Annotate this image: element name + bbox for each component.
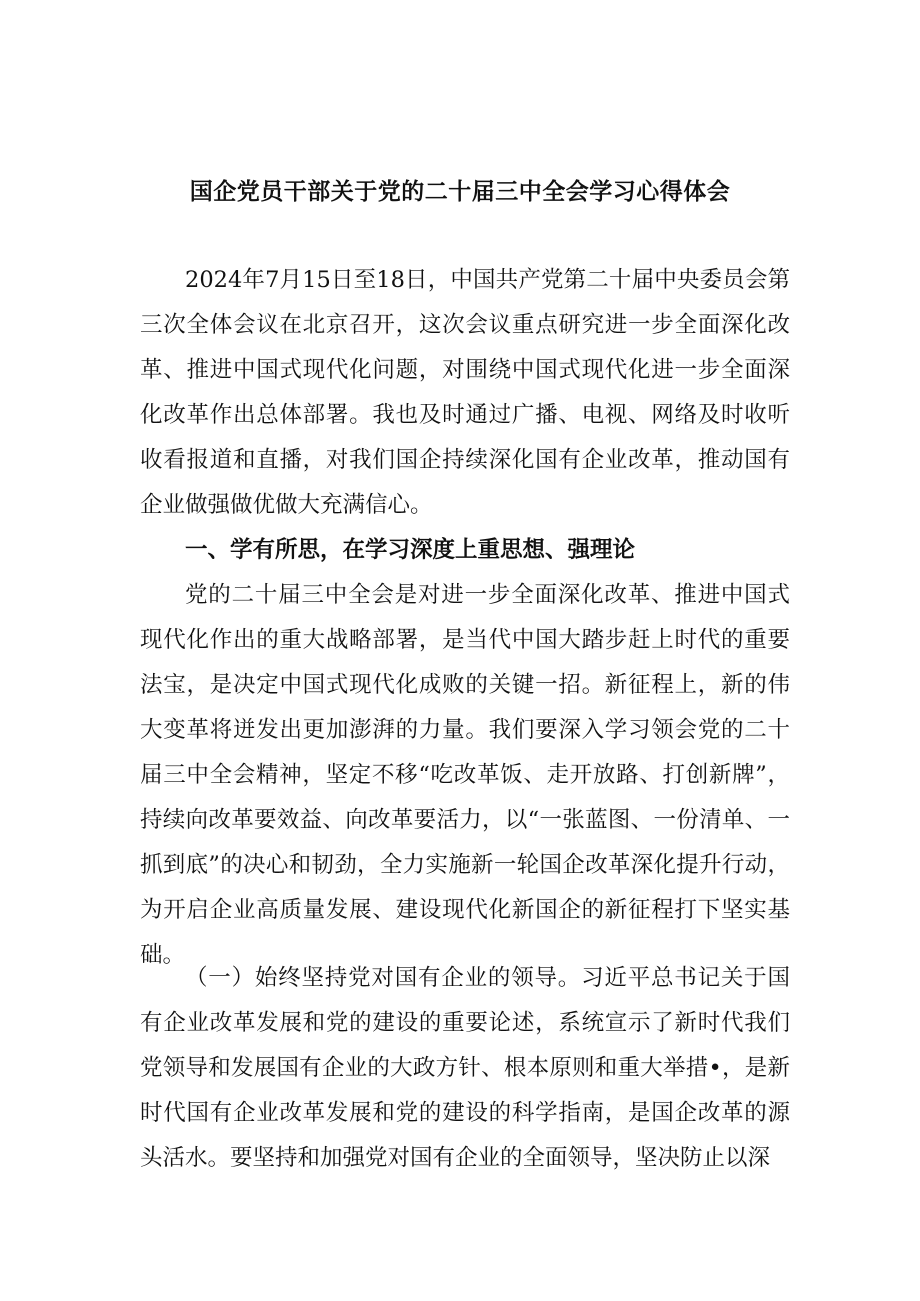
intro-paragraph: 2024年7月15日至18日，中国共产党第二十届中央委员会第三次全体会议在北京召开，这次会议重点研究进一步全面深化改革、推进中国式现代化问题，对围绕中国式现代化进一步全面深化改革作出总体部署。我也及时通过广播、电视、网络及时收听收看报道和直播，对我们国企持续深化国有企业改革，推动国有企业做强做优做大充满信心。 [140,267,790,518]
subsection-paragraph: （一）始终坚持党对国有企业的领导。习近平总书记关于国有企业改革发展和党的建设的重要论述，系统宣示了新时代我们党领导和发展国有企业的大政方针、根本原则和重大举措•，是新时代国有企业改革发展和党的建设的科学指南，是国企改革的源头活水。要坚持和加强党对国有企业的全面领导，坚决防止以深 [140,965,790,1171]
section-heading: 一、学有所思，在学习深度上重思想、强理论 [185,537,636,563]
section-paragraph: 党的二十届三中全会是对进一步全面深化改革、推进中国式现代化作出的重大战略部署，是当代中国大踏步赶上时代的重要法宝，是决定中国式现代化成败的关键一招。新征程上，新的伟大变革将迸发出更加澎湃的力量。我们要深入学习领会党的二十届三中全会精神，坚定不移“吃改革饭、走开放路、打创新牌”，持续向改革要效益、向改革要活力，以“一张蓝图、一份清单、一抓到底”的决心和韧劲，全力实施新一轮国企改革深化提升行动，为开启企业高质量发展、建设现代化新国企的新征程打下坚实基础。 [140,582,790,968]
document-title: 国企党员干部关于党的二十届三中全会学习心得体会 [189,179,731,205]
